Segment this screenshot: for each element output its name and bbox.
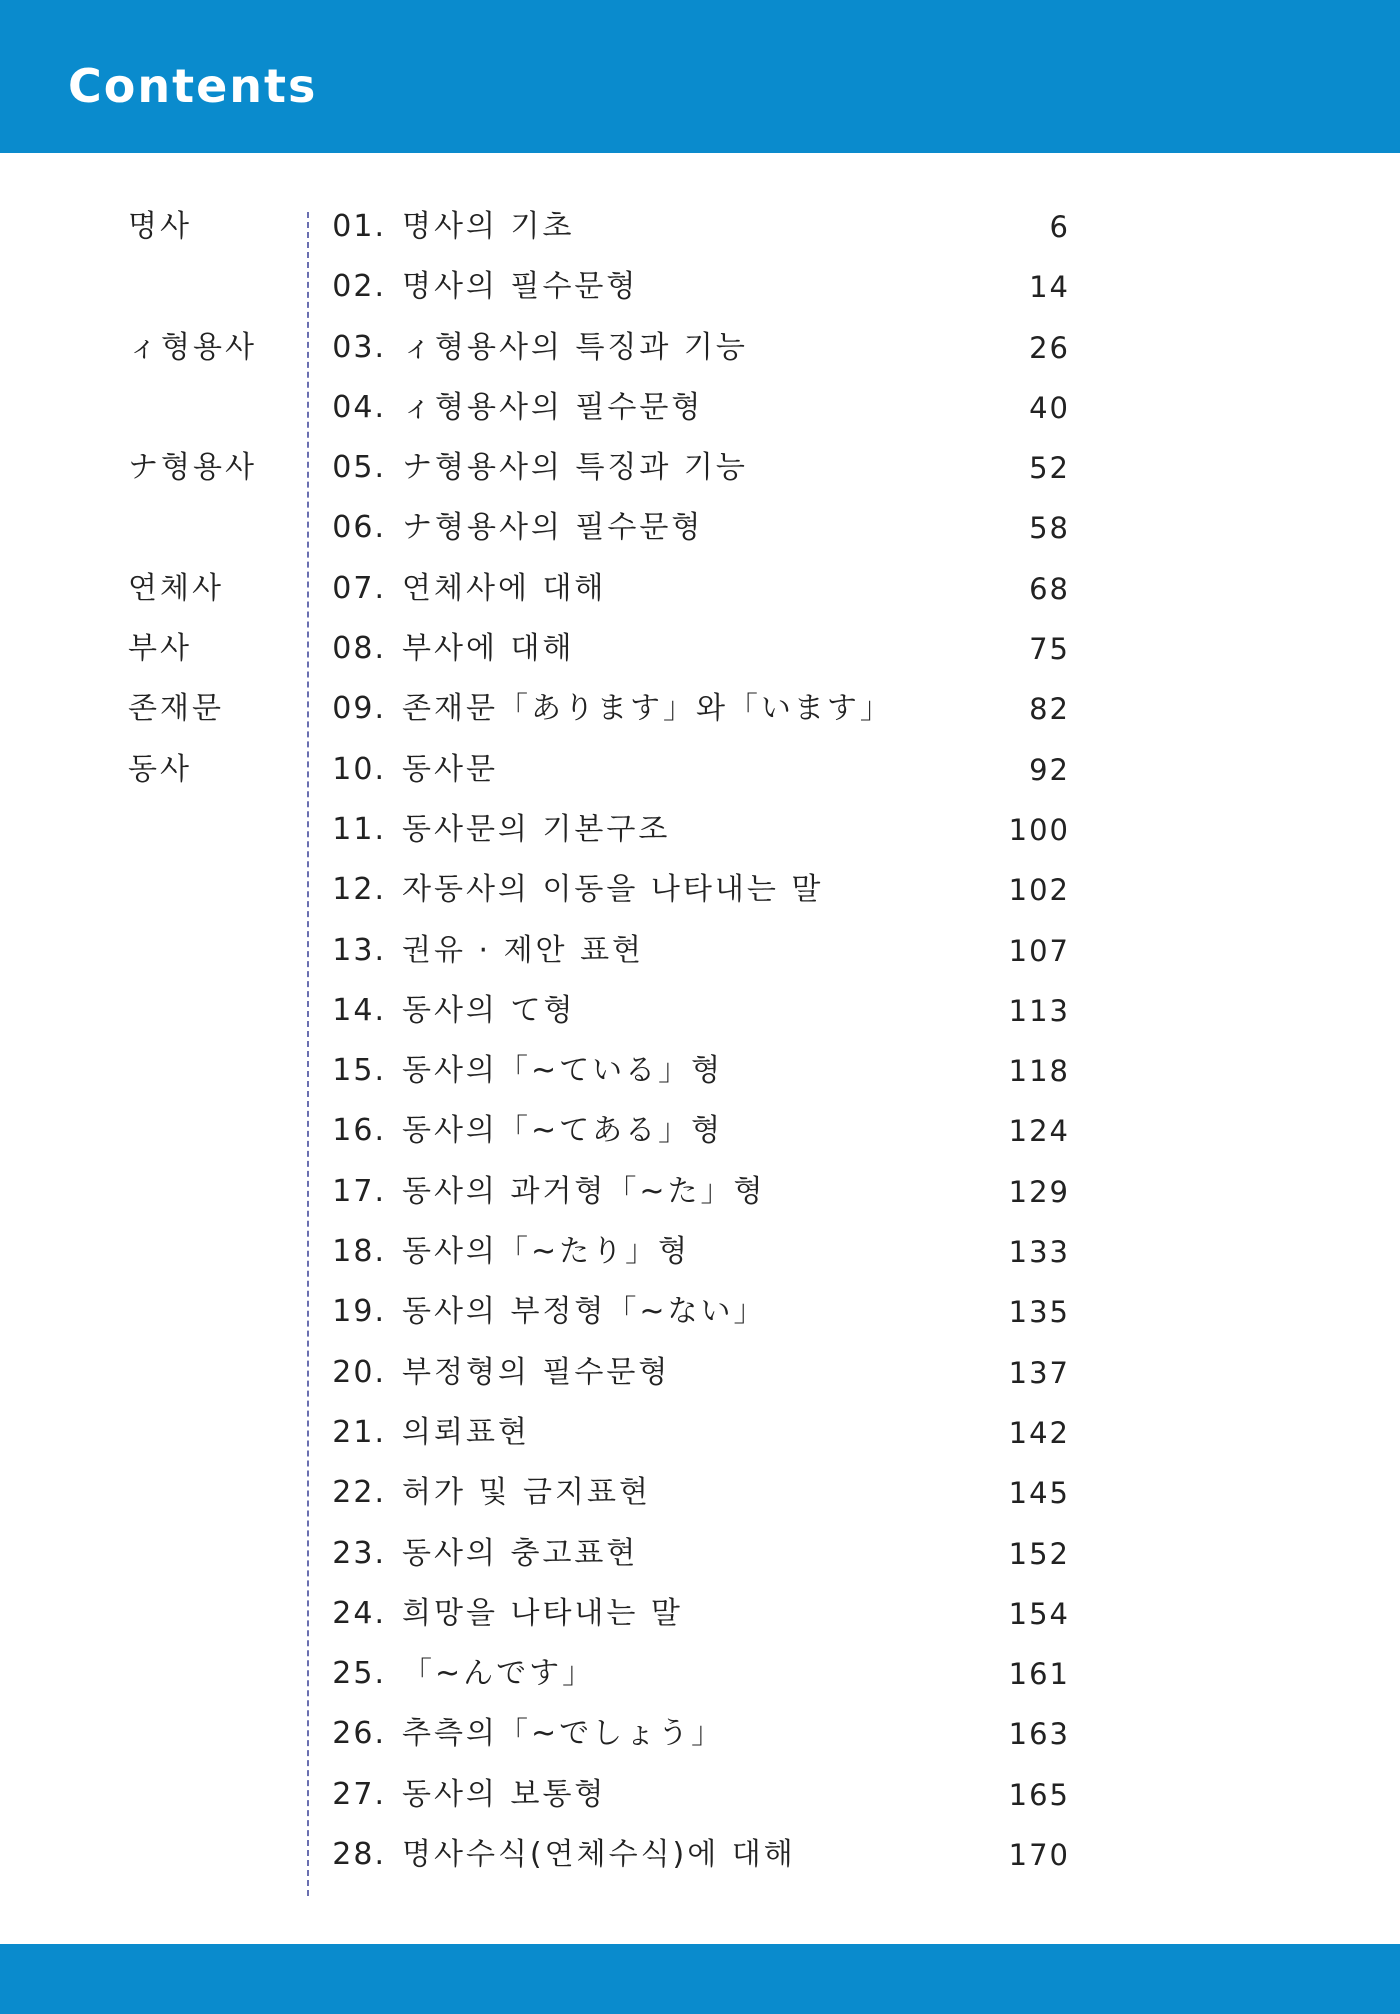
- table-of-contents: [0, 198, 1400, 1886]
- toc-entry-number: 17.: [332, 1173, 386, 1209]
- toc-entry-page: 6: [1049, 210, 1070, 244]
- toc-entry[interactable]: [0, 1344, 1400, 1404]
- toc-entry-number: 02.: [332, 269, 386, 305]
- toc-entry-page: 142: [1008, 1415, 1070, 1450]
- toc-entry-title[interactable]: 희망을 나타내는 말: [402, 1595, 683, 1631]
- toc-entry-title[interactable]: 동사의 과거형「~た」형: [402, 1173, 766, 1209]
- toc-entry-number: 08.: [332, 631, 386, 667]
- toc-category: ナ형용사: [128, 450, 257, 486]
- toc-entry[interactable]: [0, 499, 1400, 559]
- toc-entry-number: 23.: [332, 1535, 386, 1571]
- toc-entry-page: 161: [1008, 1657, 1070, 1692]
- toc-entry-title[interactable]: 존재문「あります」와「います」: [402, 691, 893, 727]
- toc-entry-page: 124: [1008, 1114, 1070, 1149]
- toc-entry-title[interactable]: 명사의 기초: [402, 209, 575, 244]
- toc-entry-number: 22.: [332, 1475, 386, 1511]
- toc-entry-title[interactable]: 동사문의 기본구조: [402, 811, 671, 847]
- toc-entry-title[interactable]: 명사의 필수문형: [402, 269, 639, 305]
- toc-entry-number: 09.: [332, 691, 386, 727]
- toc-entry[interactable]: [0, 1766, 1400, 1826]
- toc-entry-number: 10.: [332, 751, 386, 787]
- toc-entry-title[interactable]: ィ형용사의 특징과 기능: [402, 329, 748, 365]
- toc-entry[interactable]: [0, 1464, 1400, 1524]
- toc-category: 부사: [128, 631, 192, 667]
- toc-entry-page: 58: [1029, 511, 1070, 546]
- toc-entry-page: 14: [1029, 270, 1070, 305]
- toc-entry-title[interactable]: ナ형용사의 필수문형: [402, 510, 704, 546]
- toc-entry[interactable]: [0, 1525, 1400, 1585]
- toc-category: 명사: [128, 209, 192, 244]
- toc-entry-page: 163: [1008, 1717, 1070, 1752]
- toc-entry[interactable]: [0, 379, 1400, 439]
- toc-entry-page: 133: [1008, 1235, 1070, 1270]
- toc-entry[interactable]: [0, 1585, 1400, 1645]
- toc-category: ィ형용사: [128, 329, 257, 365]
- toc-entry-page: 154: [1008, 1596, 1070, 1631]
- toc-entry-number: 01.: [332, 209, 386, 244]
- toc-entry[interactable]: [0, 1705, 1400, 1765]
- toc-entry-number: 18.: [332, 1234, 386, 1270]
- toc-entry-page: 26: [1029, 330, 1070, 365]
- toc-entry-number: 06.: [332, 510, 386, 546]
- toc-entry[interactable]: [0, 258, 1400, 318]
- toc-entry-number: 19.: [332, 1294, 386, 1330]
- page-title: Contents: [68, 59, 318, 113]
- toc-entry-number: 21.: [332, 1414, 386, 1450]
- toc-entry-number: 13.: [332, 932, 386, 968]
- toc-entry-number: 11.: [332, 811, 386, 847]
- toc-entry-number: 12.: [332, 872, 386, 908]
- toc-entry-title[interactable]: 동사의「~てある」형: [402, 1113, 724, 1149]
- toc-entry-page: 135: [1008, 1295, 1070, 1330]
- toc-entry-title[interactable]: 동사의 충고표현: [402, 1535, 639, 1571]
- toc-entry-number: 04.: [332, 389, 386, 425]
- toc-entry[interactable]: [0, 1102, 1400, 1162]
- toc-entry-page: 68: [1029, 571, 1070, 606]
- toc-entry-number: 05.: [332, 450, 386, 486]
- toc-entry[interactable]: [0, 922, 1400, 982]
- toc-entry-title[interactable]: 동사의 て형: [402, 992, 576, 1028]
- toc-entry-page: 102: [1008, 873, 1070, 908]
- toc-entry-number: 03.: [332, 329, 386, 365]
- toc-entry[interactable]: [0, 861, 1400, 921]
- toc-entry[interactable]: [0, 1645, 1400, 1705]
- toc-entry-title[interactable]: 동사의「~たり」형: [402, 1234, 691, 1270]
- toc-entry-title[interactable]: 허가 및 금지표현: [402, 1475, 651, 1511]
- toc-entry[interactable]: [0, 620, 1400, 680]
- toc-entry-page: 118: [1008, 1054, 1070, 1089]
- toc-entry-page: 107: [1008, 933, 1070, 968]
- toc-entry-page: 170: [1008, 1838, 1070, 1873]
- toc-entry[interactable]: [0, 801, 1400, 861]
- toc-entry-page: 165: [1008, 1777, 1070, 1812]
- toc-entry-page: 113: [1008, 993, 1070, 1028]
- toc-entry[interactable]: [0, 1826, 1400, 1886]
- toc-entry-title[interactable]: 부사에 대해: [402, 631, 575, 667]
- header-bar: [0, 0, 1400, 153]
- toc-entry[interactable]: [0, 741, 1400, 801]
- toc-entry[interactable]: [0, 982, 1400, 1042]
- toc-entry-title[interactable]: 의뢰표현: [402, 1414, 530, 1450]
- toc-entry[interactable]: [0, 1283, 1400, 1343]
- toc-entry-title[interactable]: 부정형의 필수문형: [402, 1354, 671, 1390]
- footer-bar: [0, 1944, 1400, 2014]
- toc-entry-page: 82: [1029, 692, 1070, 727]
- toc-entry-page: 92: [1029, 752, 1070, 787]
- toc-entry-page: 137: [1008, 1355, 1070, 1390]
- toc-entry-number: 14.: [332, 992, 386, 1028]
- toc-entry[interactable]: [0, 1042, 1400, 1102]
- toc-entry-title[interactable]: 동사의 부정형「~ない」: [402, 1294, 767, 1330]
- toc-entry[interactable]: [0, 439, 1400, 499]
- toc-entry[interactable]: [0, 1404, 1400, 1464]
- toc-entry-number: 27.: [332, 1776, 386, 1812]
- toc-entry-title[interactable]: ィ형용사의 필수문형: [402, 389, 704, 425]
- toc-entry-title[interactable]: ナ형용사의 특징과 기능: [402, 450, 748, 486]
- toc-category: 연체사: [128, 570, 224, 606]
- toc-entry-title[interactable]: 동사의「~ている」형: [402, 1053, 724, 1089]
- toc-entry-page: 129: [1008, 1174, 1070, 1209]
- toc-entry-title[interactable]: 「~んです」: [402, 1656, 596, 1692]
- toc-entry-number: 26.: [332, 1716, 386, 1752]
- toc-entry-number: 20.: [332, 1354, 386, 1390]
- toc-entry-title[interactable]: 동사문: [402, 751, 498, 787]
- toc-entry-page: 75: [1029, 632, 1070, 667]
- toc-entry[interactable]: [0, 1163, 1400, 1223]
- toc-entry-page: 52: [1029, 451, 1070, 486]
- toc-category: 존재문: [128, 691, 224, 727]
- toc-entry[interactable]: [0, 1223, 1400, 1283]
- toc-entry-page: 152: [1008, 1536, 1070, 1571]
- toc-entry-title[interactable]: 추측의「~でしょう」: [402, 1716, 725, 1752]
- toc-entry-number: 07.: [332, 570, 386, 606]
- toc-entry-title[interactable]: 연체사에 대해: [402, 570, 607, 606]
- toc-entry-page: 40: [1029, 390, 1070, 425]
- toc-entry-number: 24.: [332, 1595, 386, 1631]
- toc-category: 동사: [128, 751, 192, 787]
- toc-entry-title[interactable]: 동사의 보통형: [402, 1776, 607, 1812]
- toc-entry-number: 28.: [332, 1837, 386, 1873]
- toc-entry[interactable]: [0, 319, 1400, 379]
- toc-entry-title[interactable]: 명사수식(연체수식)에 대해: [402, 1837, 796, 1873]
- toc-entry-number: 25.: [332, 1656, 386, 1692]
- toc-entry[interactable]: [0, 198, 1400, 258]
- toc-entry-page: 145: [1008, 1476, 1070, 1511]
- toc-entry-page: 100: [1008, 812, 1070, 847]
- toc-entry-number: 16.: [332, 1113, 386, 1149]
- toc-entry-title[interactable]: 권유 · 제안 표현: [402, 932, 645, 968]
- toc-entry[interactable]: [0, 560, 1400, 620]
- toc-entry[interactable]: [0, 680, 1400, 740]
- toc-entry-title[interactable]: 자동사의 이동을 나타내는 말: [402, 872, 824, 908]
- toc-entry-number: 15.: [332, 1053, 386, 1089]
